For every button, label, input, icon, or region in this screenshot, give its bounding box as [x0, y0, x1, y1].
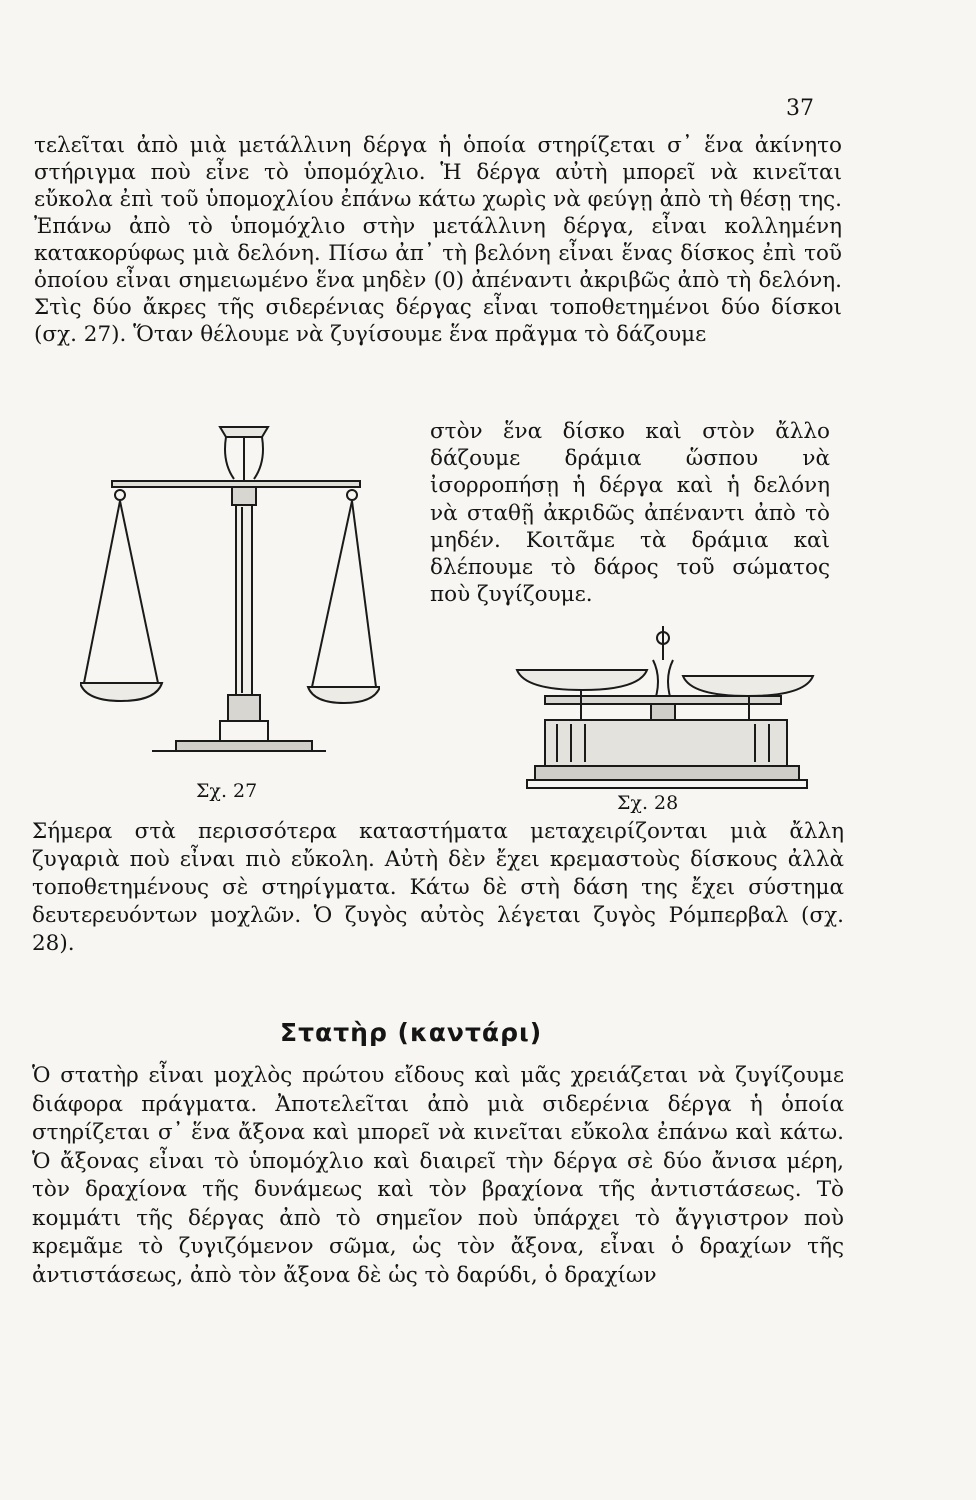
paragraph-intro: τελεῖται ἀπὸ μιὰ μετάλλινη δέργα ἡ ὁποία στηρίζεται σ᾽ ἕνα ἀκίνητο στήριγμα ποὺ εἶνε τὸ ὑπομόχλιο. Ἡ δέργα αὐτὴ μπορεῖ νὰ κινεῖται εὔκολα ἐπὶ τοῦ ὑπομοχλίου ἐπάνω κάτω χωρὶς νὰ φεύγῃ ἀπὸ τὴ θέσῃ της. Ἐπάνω ἀπὸ τὸ ὑπομόχλιο στὴν μετάλλινη δέργα, εἶναι κολλημένη κατακορύφως μιὰ δελόνη. Πίσω ἀπ᾽ τὴ βελόνη εἶναι ἕνας δίσκος ἐπὶ τοῦ ὁποίου εἶναι σημειωμένο ἕνα μηδὲν (0) ἀπέναντι ἀκριβῶς ἀπὸ τὴ δελόνη. Στὶς δύο ἄκρες τῆς σιδερένιας δέργας εἶναι τοποθετημένοι δύο δίσκοι (σχ. 27). Ὅταν θέλουμε νὰ ζυγίσουμε ἕνα πρᾶγμα τὸ δάζουμε [34, 133, 842, 347]
paragraph-weighing: στὸν ἕνα δίσκο καὶ στὸν ἄλλο δάζουμε δράμια ὥσπου νὰ ἰσορροπήσῃ ἡ δέργα καὶ ἡ δελόνη νὰ σταθῇ ἀκριδῶς ἀπέναντι ἀπὸ τὸ μηδέν. Κοιτᾶμε τὰ δράμια καὶ δλέπουμε τὸ δάρος τοῦ σώματος ποὺ ζυγίζουμε. [430, 419, 830, 608]
figure-28-caption: Σχ. 28 [617, 792, 679, 814]
section-heading: Στατὴρ (καντάρι) [280, 1018, 543, 1047]
figure-27-caption: Σχ. 27 [196, 780, 258, 802]
roberval-balance-illustration [505, 620, 825, 820]
balance-scale-illustration [80, 415, 380, 815]
paragraph-roberval: Σήμερα στὰ περισσότερα καταστήματα μεταχειρίζονται μιὰ ἄλλη ζυγαριὰ ποὺ εἶναι πιὸ εὔκολη. Αὐτὴ δὲν ἔχει κρεμαστοὺς δίσκους ἀλλὰ τοποθετημένους σὲ στηρίγματα. Κάτω δὲ στὴ δάση της ἔχει σύστημα δευτερευόντων μοχλῶν. Ὁ ζυγὸς αὐτὸς λέγεται ζυγὸς Ρόμπερβαλ (σχ. 28). [32, 819, 844, 956]
page-number: 37 [786, 96, 814, 121]
paragraph-stater: Ὁ στατὴρ εἶναι μοχλὸς πρώτου εἴδους καὶ μᾶς χρειάζεται νὰ ζυγίζουμε διάφορα πράγματα. Ἀποτελεῖται ἀπὸ μιὰ σιδερένια δέργα ἡ ὁποία στηρίζεται σ᾽ ἕνα ἄξονα καὶ μπορεῖ νὰ κινεῖται εὔκολα ἐπάνω καὶ κάτω. Ὁ ἄξονας εἶναι τὸ ὑπομόχλιο καὶ διαιρεῖ τὴν δέργα σὲ δύο ἄνισα μέρη, τὸν δραχίονα τῆς δυνάμεως καὶ τὸν βραχίονα τῆς ἀντιστάσεως. Τὸ κομμάτι τῆς δέργας ἀπὸ τὸ σημεῖον ποὺ ὑπάρχει τὸ ἄγγιστρον ποὺ κρεμᾶμε τὸ ζυγιζόμενον σῶμα, ὡς τὸν ἄξονα, εἶναι ὁ δραχίων τῆς ἀντιστάσεως, ἀπὸ τὸν ἄξονα δὲ ὡς τὸ δαρύδι, ὁ δραχίων [32, 1063, 844, 1288]
